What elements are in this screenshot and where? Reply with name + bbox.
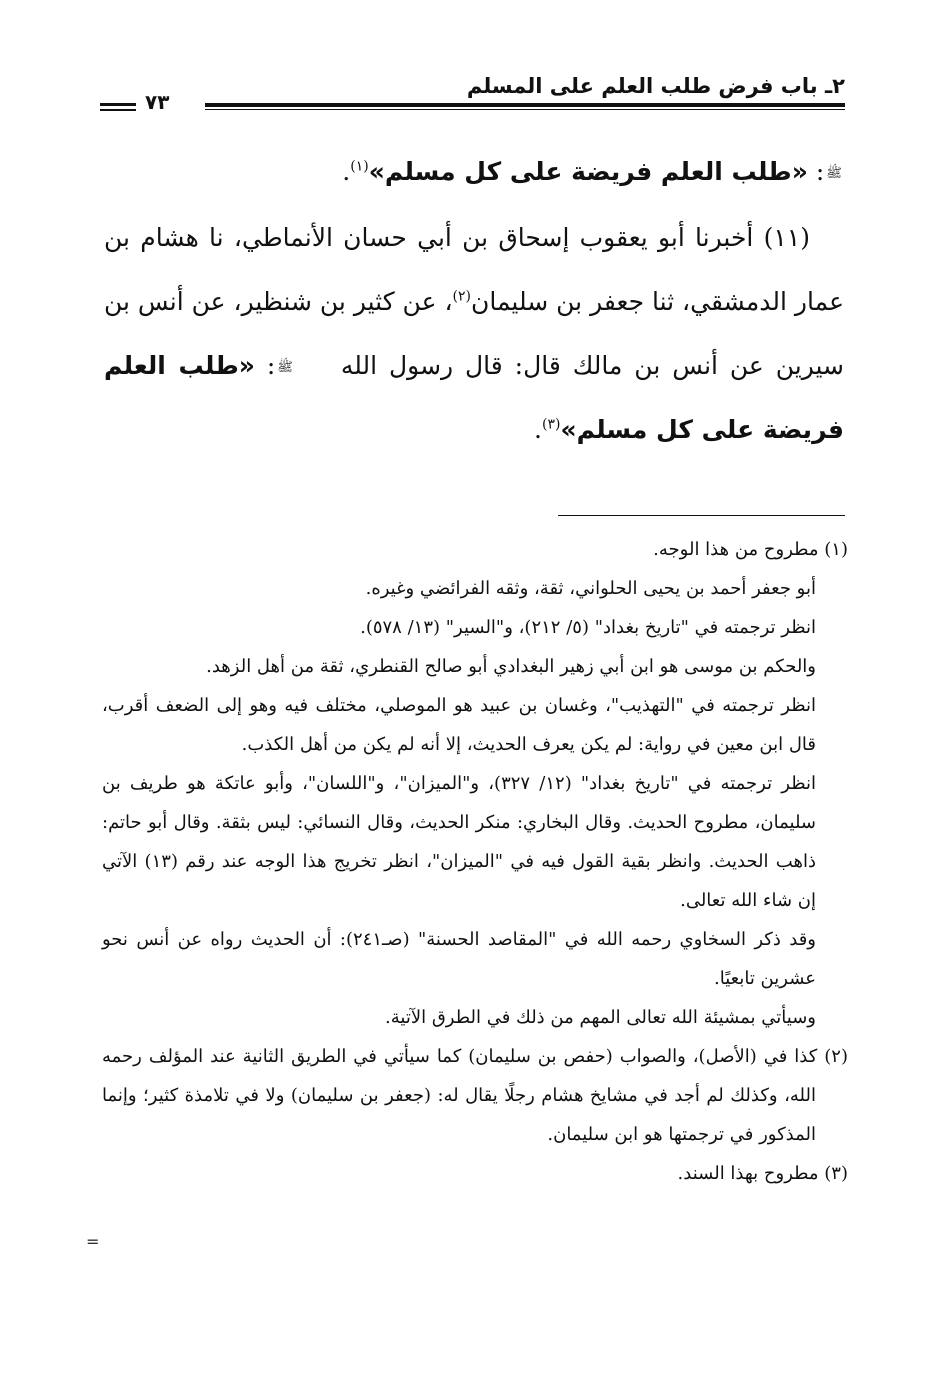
footnote-2: (٢) كذا في (الأصل)، والصواب (حفص بن سليمان) كما سيأتي في الطريق الثانية عند المؤلف رحمه الله، وكذلك لم أجد في مشايخ هشام رجلًا يقال له: (جعفر بن سليمان) ولا في تلامذة كثير؛ وإنما المذكور في ترجمتها هو ابن سليمان. (102, 1046, 848, 1145)
footnote-1-line: وقد ذكر السخاوي رحمه الله في "المقاصد الحسنة" (صـ٢٤١): أن الحديث رواه عن أنس نحو عشرين تابعيًا. (102, 929, 816, 989)
footnote-1-line: انظر ترجمته في "تاريخ بغداد" (٥/ ٢١٢)، و"السير" (١٣/ ٥٧٨). (360, 617, 816, 638)
footnote-1-line: أبو جعفر أحمد بن يحيى الحلواني، ثقة، وثقه الفرائضي وغيره. (365, 578, 816, 599)
footnotes (102, 530, 848, 1193)
margin-mark: = (86, 1232, 100, 1251)
chapter-title: ٢ـ باب فرض طلب العلم على المسلم (466, 74, 845, 98)
header-rule-left-thin (100, 109, 136, 111)
isnad-part-1: (١١) أخبرنا أبو يعقوب إسحاق بن أبي حسان الأنماطي، نا هشام بن عمار الدمشقي، ثنا جعفر بن سليمان (104, 223, 844, 316)
footnote-ref-1: (١) (350, 158, 369, 175)
header-rule-thick (205, 103, 845, 107)
hadith-line (104, 140, 844, 204)
salawat-icon: ﷺ (277, 359, 293, 375)
colon: : (266, 351, 276, 380)
hadith-text: «طلب العلم فريضة على كل مسلم» (104, 351, 844, 444)
running-header (100, 70, 845, 116)
footnote-separator (558, 515, 845, 516)
period: . (534, 415, 542, 444)
isnad-part-2: ، عن كثير بن شنظير، عن أنس بن سيرين عن أنس بن مالك قال: قال رسول الله (103, 287, 844, 380)
footnote-1-line: انظر ترجمته في "تاريخ بغداد" (١٢/ ٣٢٧)، و"الميزان"، و"اللسان"، وأبو عاتكة هو طريف بن سليمان، مطروح الحديث. وقال البخاري: منكر الحديث، وقال النسائي: ليس بثقة. وقال أبو حاتم: ذاهب الحديث. وانظر بقية القول فيه في "الميزان"، انظر تخريج هذا الوجه عند رقم (١٣) الآتي إن شاء الله تعالى. (102, 773, 816, 911)
hadith-text: «طلب العلم فريضة على كل مسلم» (368, 157, 808, 186)
salawat-icon: ﷺ (826, 165, 842, 181)
footnote-1-line: وسيأتي بمشيئة الله تعالى المهم من ذلك في الطرق الآتية. (385, 1007, 816, 1028)
main-text (104, 140, 844, 462)
footnote-ref-3: (٣) (542, 416, 561, 433)
hadith-paragraph-11 (104, 206, 844, 462)
footnote-1-line: انظر ترجمته في "التهذيب"، وغسان بن عبيد هو الموصلي، مختلف فيه وهو إلى الضعف أقرب، قال ابن معين في رواية: لم يكن يعرف الحديث، إلا أنه لم يكن من أهل الكذب. (102, 695, 816, 755)
header-rule-thin (205, 109, 845, 110)
period: . (342, 157, 351, 186)
footnote-1-head: (١) مطروح من هذا الوجه. (653, 539, 848, 560)
colon: : (815, 157, 825, 186)
page-number: ٧٣ (145, 90, 170, 114)
header-rule-left (100, 103, 136, 106)
footnote-1-line: والحكم بن موسى هو ابن أبي زهير البغدادي أبو صالح القنطري، ثقة من أهل الزهد. (206, 656, 816, 677)
footnote-ref-2: (٢) (452, 288, 471, 305)
footnote-3: (٣) مطروح بهذا السند. (677, 1163, 848, 1184)
